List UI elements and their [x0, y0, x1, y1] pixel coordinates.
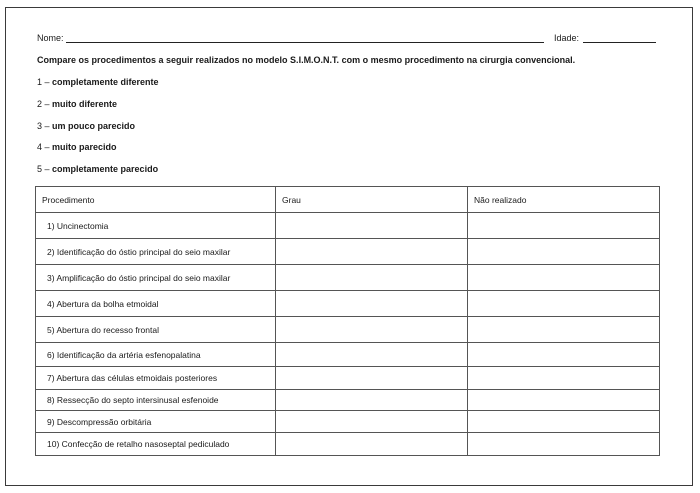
grade-cell[interactable]	[276, 265, 468, 291]
scale-number: 4 –	[37, 142, 50, 152]
table-row	[36, 317, 660, 343]
procedure-cell: 6) Identificação da artéria esfenopalatina	[36, 343, 276, 367]
not-done-cell[interactable]	[468, 265, 660, 291]
column-header-procedure: Procedimento	[36, 187, 276, 213]
scale-item-4	[37, 142, 117, 153]
not-done-cell[interactable]	[468, 317, 660, 343]
scale-label: muito parecido	[52, 142, 117, 152]
grade-cell[interactable]	[276, 317, 468, 343]
grade-cell[interactable]	[276, 411, 468, 433]
table-row	[36, 343, 660, 367]
table-row	[36, 433, 660, 456]
table-row	[36, 265, 660, 291]
not-done-cell[interactable]	[468, 433, 660, 456]
procedure-cell: 9) Descompressão orbitária	[36, 411, 276, 433]
scale-number: 2 –	[37, 99, 50, 109]
scale-label: completamente parecido	[52, 164, 159, 174]
scale-label: muito diferente	[52, 99, 118, 109]
procedure-cell: 10) Confecção de retalho nasoseptal pediculado	[36, 433, 276, 456]
procedure-cell: 2) Identificação do óstio principal do seio maxilar	[36, 239, 276, 265]
column-header-not-done: Não realizado	[468, 187, 660, 213]
age-label: Idade:	[554, 33, 580, 43]
instruction-text: Compare os procedimentos a seguir realizados no modelo S.I.M.O.N.T. com o mesmo procedimento na cirurgia convencional.	[37, 55, 576, 65]
not-done-cell[interactable]	[468, 239, 660, 265]
name-field[interactable]	[66, 42, 544, 43]
not-done-cell[interactable]	[468, 343, 660, 367]
procedure-cell: 5) Abertura do recesso frontal	[36, 317, 276, 343]
table-row	[36, 239, 660, 265]
scale-item-5	[37, 164, 158, 175]
grade-cell[interactable]	[276, 343, 468, 367]
scale-item-2	[37, 99, 117, 110]
scale-number: 3 –	[37, 121, 50, 131]
grade-cell[interactable]	[276, 291, 468, 317]
grade-cell[interactable]	[276, 239, 468, 265]
procedure-cell: 3) Amplificação do óstio principal do seio maxilar	[36, 265, 276, 291]
name-label: Nome:	[37, 33, 64, 43]
scale-label: completamente diferente	[52, 77, 159, 87]
scale-item-1	[37, 77, 159, 88]
procedure-cell: 8) Ressecção do septo intersinusal esfenoide	[36, 390, 276, 411]
not-done-cell[interactable]	[468, 390, 660, 411]
grade-cell[interactable]	[276, 213, 468, 239]
column-header-grade: Grau	[276, 187, 468, 213]
table-row	[36, 390, 660, 411]
grade-cell[interactable]	[276, 433, 468, 456]
scale-number: 5 –	[37, 164, 50, 174]
scale-label: um pouco parecido	[52, 121, 136, 131]
grade-cell[interactable]	[276, 367, 468, 390]
procedure-cell: 4) Abertura da bolha etmoidal	[36, 291, 276, 317]
table-row	[36, 367, 660, 390]
age-field[interactable]	[583, 42, 656, 43]
table-row	[36, 213, 660, 239]
table-row	[36, 411, 660, 433]
grade-cell[interactable]	[276, 390, 468, 411]
not-done-cell[interactable]	[468, 213, 660, 239]
procedure-cell: 1) Uncinectomia	[36, 213, 276, 239]
not-done-cell[interactable]	[468, 411, 660, 433]
not-done-cell[interactable]	[468, 291, 660, 317]
scale-item-3	[37, 121, 135, 132]
table-row	[36, 291, 660, 317]
procedure-cell: 7) Abertura das células etmoidais posteriores	[36, 367, 276, 390]
not-done-cell[interactable]	[468, 367, 660, 390]
procedures-table	[35, 186, 660, 456]
scale-number: 1 –	[37, 77, 50, 87]
table-header-row	[36, 187, 660, 213]
